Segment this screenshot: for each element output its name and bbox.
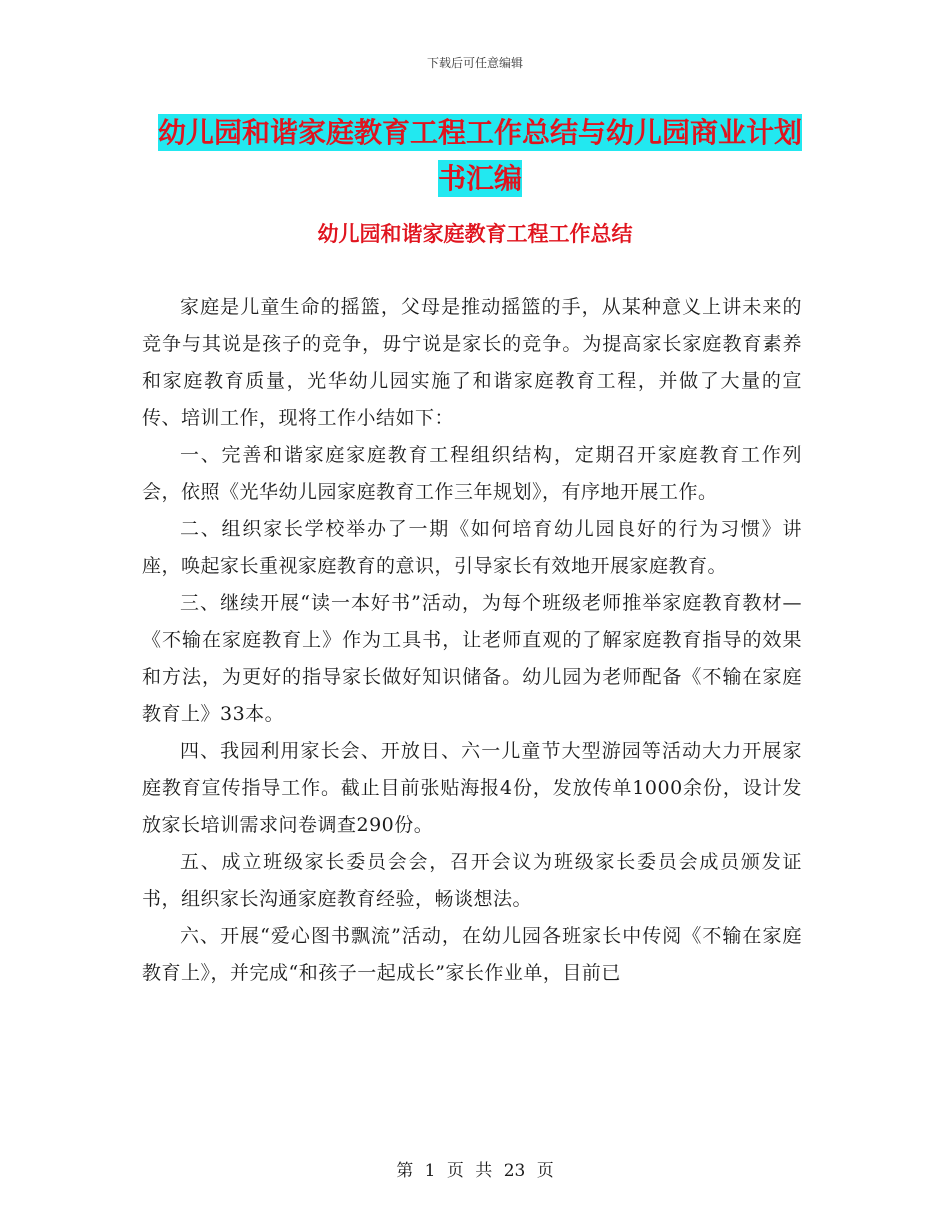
document-title-line-2: 书汇编 xyxy=(437,162,522,195)
paragraph-item-6: 六、开展“爱心图书飘流”活动，在幼儿园各班家长中传阅《不输在家庭教育上》，并完成“和孩子一起成长”家长作业单，目前已 xyxy=(142,925,802,984)
paragraph-item-5: 五、成立班级家长委员会会，召开会议为班级家长委员会成员颁发证书，组织家长沟通家庭教育经验，畅谈想法。 xyxy=(142,851,802,910)
section-title: 幼儿园和谐家庭教育工程工作总结 xyxy=(317,222,633,246)
paragraph-intro: 家庭是儿童生命的摇篮，父母是推动摇篮的手，从某种意义上讲未来的竞争与其说是孩子的竞争，毋宁说是家长的竞争。为提高家长家庭教育素养和家庭教育质量，光华幼儿园实施了和谐家庭教育工程，并做了大量的宣传、培训工作，现将工作小结如下： xyxy=(142,296,802,429)
document-title-line-1: 幼儿园和谐家庭教育工程工作总结与幼儿园商业计划 xyxy=(157,116,802,149)
paragraph-item-1: 一、完善和谐家庭家庭教育工程组织结构，定期召开家庭教育工作列会，依照《光华幼儿园家庭教育工作三年规划》，有序地开展工作。 xyxy=(142,444,802,503)
page-number-footer: 第 1 页 共 23 页 xyxy=(396,1161,554,1181)
body-text xyxy=(142,289,802,992)
paragraph-item-2: 二、组织家长学校举办了一期《如何培育幼儿园良好的行为习惯》讲座，唤起家长重视家庭教育的意识，引导家长有效地开展家庭教育。 xyxy=(142,518,802,577)
paragraph-item-3: 三、继续开展“读一本好书”活动，为每个班级老师推举家庭教育教材—《不输在家庭教育上》作为工具书，让老师直观的了解家庭教育指导的效果和方法，为更好的指导家长做好知识储备。幼儿园为老师配备《不输在家庭教育上》33本。 xyxy=(142,592,802,725)
document-title xyxy=(140,110,820,202)
paragraph-item-4: 四、我园利用家长会、开放日、六一儿童节大型游园等活动大力开展家庭教育宣传指导工作。截止目前张贴海报4份，发放传单1000余份，设计发放家长培训需求问卷调查290份。 xyxy=(142,740,802,836)
header-note: 下载后可任意编辑 xyxy=(426,56,523,70)
